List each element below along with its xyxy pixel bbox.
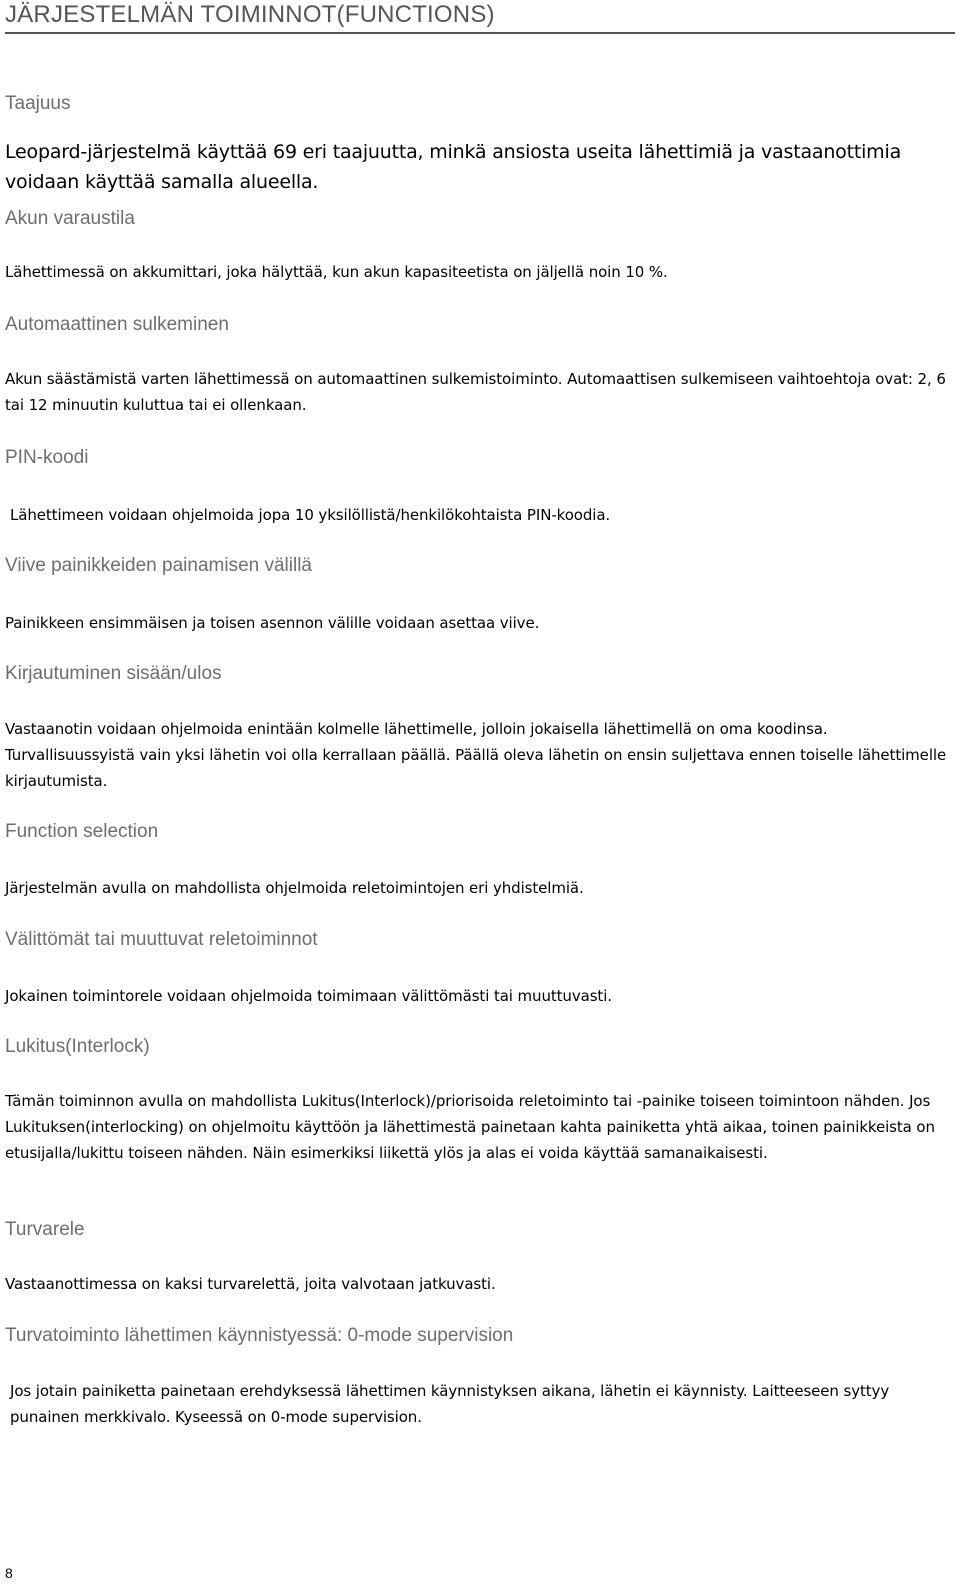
section-heading-kirjautuminen: Kirjautuminen sisään/ulos	[5, 663, 222, 684]
section-heading-pin-koodi: PIN-koodi	[5, 447, 89, 468]
page-title: JÄRJESTELMÄN TOIMINNOT(FUNCTIONS)	[5, 0, 955, 34]
section-text-akun-varaustila: Lähettimessä on akkumittari, joka hälyttää, kun akun kapasiteetista on jäljellä noin 10 %.	[5, 263, 668, 281]
section-text-lukitus: Tämän toiminnon avulla on mahdollista Lukitus(Interlock)/priorisoida reletoiminto tai -painike toiseen toimintoon nähden. Jos Lukituksen(interlocking) on ohjelmoitu käyttöön ja lähettimestä painetaan kahta painiketta yhtä aikaa, toinen painikkeista on etusijalla/lukittu toiseen nähden. Näin esimerkiksi liikettä ylös ja alas ei voida käyttää samanaikaisesti.	[5, 1092, 935, 1162]
section-heading-automaattinen-sulkeminen: Automaattinen sulkeminen	[5, 314, 229, 335]
section-text-automaattinen-sulkeminen: Akun säästämistä varten lähettimessä on automaattinen sulkemistoiminto. Automaattisen sulkemiseen vaihtoehtoja ovat: 2, 6 tai 12 minuutin kuluttua tai ei ollenkaan.	[5, 370, 946, 414]
section-heading-turvatoiminto: Turvatoiminto lähettimen käynnistyessä: 0-mode supervision	[5, 1325, 514, 1346]
section-text-viive: Painikkeen ensimmäisen ja toisen asennon välille voidaan asettaa viive.	[5, 614, 540, 632]
section-text-taajuus: Leopard-järjestelmä käyttää 69 eri taajuutta, minkä ansiosta useita lähettimiä ja vastaanottimia voidaan käyttää samalla alueella.	[5, 141, 902, 193]
section-text-valittomat: Jokainen toimintorele voidaan ohjelmoida toimimaan välittömästi tai muuttuvasti.	[5, 987, 612, 1005]
section-heading-turvarele: Turvarele	[5, 1219, 85, 1240]
section-heading-akun-varaustila: Akun varaustila	[5, 208, 135, 229]
section-text-function-selection: Järjestelmän avulla on mahdollista ohjelmoida reletoimintojen eri yhdistelmiä.	[5, 879, 584, 897]
section-heading-lukitus: Lukitus(Interlock)	[5, 1036, 150, 1057]
page-number: 8	[5, 1565, 13, 1581]
section-heading-viive: Viive painikkeiden painamisen välillä	[5, 555, 312, 576]
section-heading-taajuus: Taajuus	[5, 93, 71, 114]
section-text-kirjautuminen: Vastaanotin voidaan ohjelmoida enintään kolmelle lähettimelle, jolloin jokaisella lähettimellä on oma koodinsa. Turvallisuussyistä vain yksi lähetin voi olla kerrallaan päällä. Päällä oleva lähetin on ensin suljettava ennen toiselle lähettimelle kirjautumista.	[5, 720, 947, 790]
section-text-turvatoiminto: Jos jotain painiketta painetaan erehdyksessä lähettimen käynnistyksen aikana, lähetin ei käynnisty. Laitteeseen syttyy punainen merkkivalo. Kyseessä on 0-mode supervision.	[10, 1382, 890, 1426]
section-text-turvarele: Vastaanottimessa on kaksi turvarelettä, joita valvotaan jatkuvasti.	[5, 1275, 496, 1293]
section-text-pin-koodi: Lähettimeen voidaan ohjelmoida jopa 10 yksilöllistä/henkilökohtaista PIN-koodia.	[10, 506, 611, 524]
section-heading-valittomat: Välittömät tai muuttuvat reletoiminnot	[5, 929, 318, 950]
section-heading-function-selection: Function selection	[5, 821, 159, 842]
